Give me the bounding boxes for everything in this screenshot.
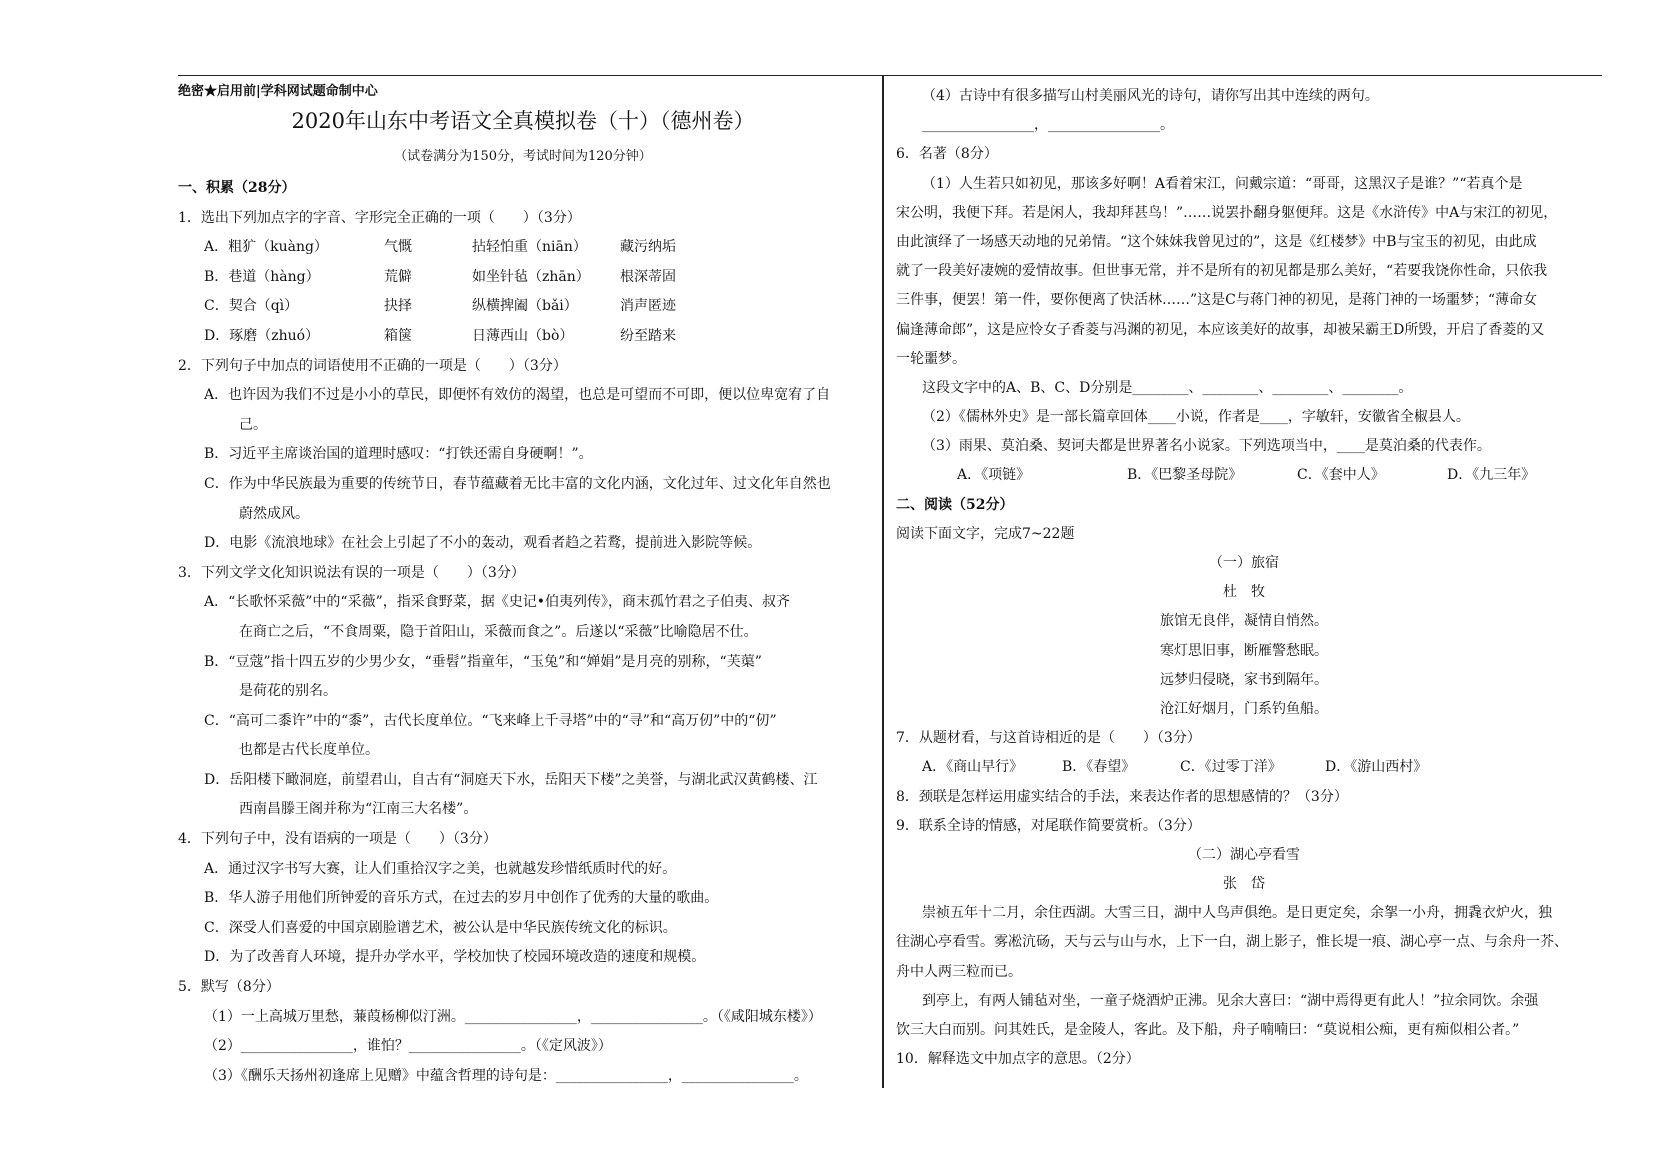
question-5-4: （4）古诗中有很多描写山村美丽风光的诗句，请你写出其中连续的两句。 [922,88,1379,104]
option-cell: 抉择 [384,298,412,315]
question-2-line: C．作为中华民族最为重要的传统节日，春节蕴藏着无比丰富的文化内涵，文化过年、过文化年自然也 [204,475,831,492]
poem-title: （一）旅宿 [1209,555,1279,571]
question-2-line: 己。 [239,416,267,433]
option-cell: 日薄西山（bò） [472,327,574,344]
option-cell: 消声匿迹 [620,298,676,315]
question-3-line: 在商亡之后，“不食周粟，隐于首阳山，采薇而食之”。后遂以“采薇”比喻隐居不仕。 [239,623,758,640]
question-1-option-c [178,292,868,322]
option-cell: 纵横捭阖（bǎi） [472,298,578,315]
option-cell: 荒僻 [384,268,412,285]
question-5-line: （2）________________，谁怕？________________。（《定风波》） [204,1038,612,1055]
question-3-line: D．岳阳楼下瞰洞庭，前望君山，自古有“洞庭天下水，岳阳天下楼”之美誉，与湖北武汉黄鹤楼、江 [204,771,818,788]
question-6-part2: （2）《儒林外史》是一部长篇章回体____小说，作者是____，字敏轩，安徽省全椒县人。 [922,409,1470,426]
question-3-line: B．“豆蔻”指十四五岁的少男少女，“垂髫”指童年，“玉兔”和“婵娟”是月亮的别称，“芙蕖” [204,653,762,670]
question-1-option-d [178,322,868,352]
option-cell: C．契合（qì） [204,298,299,315]
poem-author: 杜 牧 [1223,584,1265,601]
question-6-para: 就了一段美好凄婉的爱情故事。但世事无常，并不是所有的初见都是那么美好，“若要我饶你性命，只依我 [896,263,1548,280]
option-cell: 藏污纳垢 [620,239,676,256]
question-5-4-blanks: ________________，________________。 [922,117,1174,134]
section-heading-2: 二、阅读（52分） [896,496,1014,513]
option-c: C．《套中人》 [1297,467,1385,484]
essay-line: 饮三大白而别。问其姓氏，是金陵人，客此。及下船，舟子喃喃曰：“莫说相公痴，更有痴似相公者。” [896,1022,1520,1038]
essay-line: 舟中人两三粒而已。 [896,963,1022,980]
poem-line: 寒灯思旧事，断雁警愁眠。 [1160,642,1328,659]
question-6-para: 一轮噩梦。 [896,350,966,367]
question-7-stem: 7．从题材看，与这首诗相近的是（ ）（3分） [896,730,1201,747]
option-d: D．《游山西村》 [1325,759,1428,776]
question-6-options [896,461,1592,490]
option-cell: 如坐针毡（zhān） [472,268,590,285]
question-2-line: A．也许因为我们不过是小小的草民，即便怀有效仿的渴望，也总是可望而不可即，便以位卑宽宥了自 [204,387,831,404]
option-cell: B．巷道（hàng） [204,268,320,285]
essay-line: 崇祯五年十二月，余住西湖。大雪三日，湖中人鸟声俱绝。是日更定矣，余挐一小舟，拥毳衣炉火，独 [922,905,1552,922]
question-6-para: 由此演绎了一场感天动地的兄弟情。“这个妹妹我曾见过的”，这是《红楼梦》中B与宝玉的初见，由此成 [896,233,1537,250]
essay-author: 张 岱 [1223,876,1265,893]
question-3-line: 也都是古代长度单位。 [239,742,379,759]
question-6-para: 三件事，便罢！第一件，要你便离了快活林……”这是C与蒋门神的初见，是蒋门神的一场噩梦；“薄命女 [896,292,1538,309]
essay-line: 到亭上，有两人铺毡对坐，一童子烧酒炉正沸。见余大喜曰：“湖中焉得更有此人！”拉余同饮。余强 [922,992,1539,1009]
question-1-option-b [178,263,868,293]
question-2-line: D．电影《流浪地球》在社会上引起了不小的轰动，观看者趋之若鹜，提前进入影院等候。 [204,535,762,552]
question-6-part3: （3）雨果、莫泊桑、契诃夫都是世界著名小说家。下列选项当中，____是莫泊桑的代表作。 [922,438,1491,455]
essay-title: （二）湖心亭看雪 [1188,846,1300,863]
option-cell: 纷至踏来 [620,327,676,344]
question-3-line: A．“长歌怀采薇”中的“采薇”，指采食野菜，据《史记•伯夷列传》，商末孤竹君之子伯夷、叔齐 [204,594,790,611]
question-3-line: 是荷花的别名。 [239,683,337,700]
question-9: 9．联系全诗的情感，对尾联作简要赏析。（3分） [896,817,1201,834]
option-cell: 根深蒂固 [620,268,676,285]
question-5-stem: 5．默写（8分） [178,979,280,996]
question-5-line: （1）一上高城万里愁，蒹葭杨柳似汀洲。________________，________________。（《咸阳城东楼》） [204,1008,822,1025]
question-4-line: C．深受人们喜爱的中国京剧脸谱艺术，被公认是中华民族传统文化的标识。 [204,919,677,936]
question-6-stem: 6．名著（8分） [896,146,998,163]
option-cell: 气慨 [384,239,412,256]
column-divider [882,76,884,1088]
left-column [178,82,868,1091]
question-4-line: B．华人游子用他们所钟爱的音乐方式，在过去的岁月中创作了优秀的大量的歌曲。 [204,890,719,907]
option-a: A．《项链》 [957,467,1031,484]
confidential-label: 绝密★启用前|学科网试题命制中心 [178,84,378,99]
question-8: 8．颈联是怎样运用虚实结合的手法，来表达作者的思想感情的？（3分） [896,788,1348,805]
option-cell: 箱箧 [384,327,412,344]
option-cell: A．粗犷（kuàng） [204,239,328,256]
question-4-stem: 4．下列句子中，没有语病的一项是（ ）（3分） [178,831,497,848]
question-5-line: （3）《酬乐天扬州初逢席上见赠》中蕴含哲理的诗句是：________________，________________。 [204,1067,808,1084]
option-a: A．《商山早行》 [922,759,1024,776]
option-b: B．《春望》 [1062,759,1136,776]
poem-line: 沧江好烟月，门系钓鱼船。 [1160,700,1328,717]
question-10: 10．解释选文中加点字的意思。（2分） [896,1051,1140,1068]
poem-line: 旅馆无良伴，凝情自悄然。 [1160,613,1328,630]
right-column [896,82,1592,1074]
option-d: D．《九三年》 [1447,467,1536,484]
exam-subtitle: （试卷满分为150分，考试时间为120分钟） [394,149,652,164]
reading-intro: 阅读下面文字，完成7~22题 [896,525,1075,542]
question-4-line: A．通过汉字书写大赛，让人们重拾汉字之美，也就越发珍惜纸质时代的好。 [204,860,677,877]
question-3-line: 西南昌滕王阁并称为“江南三大名楼”。 [239,801,478,818]
question-2-line: 蔚然成风。 [239,505,309,522]
question-7-options [896,753,1592,782]
option-c: C．《过零丁洋》 [1180,759,1282,776]
question-6-para: 宋公明，我便下拜。若是闲人，我却拜甚鸟！”……说罢扑翻身躯便拜。这是《水浒传》中A与宋江的初见， [896,204,1558,221]
question-3-line: C．“高可二黍许”中的“黍”，古代长度单位。“飞来峰上千寻塔”中的“寻”和“高万仞”中的“仞” [204,712,777,729]
question-1-option-a [178,233,868,263]
question-6-fill: 这段文字中的A、B、C、D分别是________、________、________、________。 [922,379,1413,396]
question-3-stem: 3．下列文学文化知识说法有误的一项是（ ）（3分） [178,564,525,581]
option-cell: 拈轻怕重（niān） [472,239,587,256]
question-6-para: （1）人生若只如初见，那该多好啊！A看着宋江，问戴宗道：“哥哥，这黑汉子是谁？”“若真个是 [922,175,1523,192]
question-1-stem: 1．选出下列加点字的字音、字形完全正确的一项（ ）（3分） [178,209,581,226]
section-heading-1: 一、积累（28分） [178,180,296,196]
option-b: B．《巴黎圣母院》 [1127,467,1243,484]
header-rule [178,75,1602,76]
exam-title: 2020年山东中考语文全真模拟卷（十）（德州卷） [291,109,755,133]
question-2-line: B．习近平主席谈治国的道理时感叹：“打铁还需自身硬啊！”。 [204,446,593,463]
essay-line: 往湖心亭看雪。雾凇沆砀，天与云与山与水，上下一白，湖上影子，惟长堤一痕、湖心亭一点、与余舟一芥、 [896,934,1568,951]
question-6-para: 偏逢薄命郎”，这是应怜女子香菱与冯渊的初见，本应该美好的故事，却被呆霸王D所毁，开启了香菱的又 [896,321,1545,338]
question-2-stem: 2．下列句子中加点的词语使用不正确的一项是（ ）（3分） [178,357,567,374]
poem-line: 远梦归侵晓，家书到隔年。 [1160,671,1328,688]
option-cell: D．琢磨（zhuó） [204,327,320,344]
question-4-line: D．为了改善育人环境，提升办学水平，学校加快了校园环境改造的速度和规模。 [204,949,706,966]
